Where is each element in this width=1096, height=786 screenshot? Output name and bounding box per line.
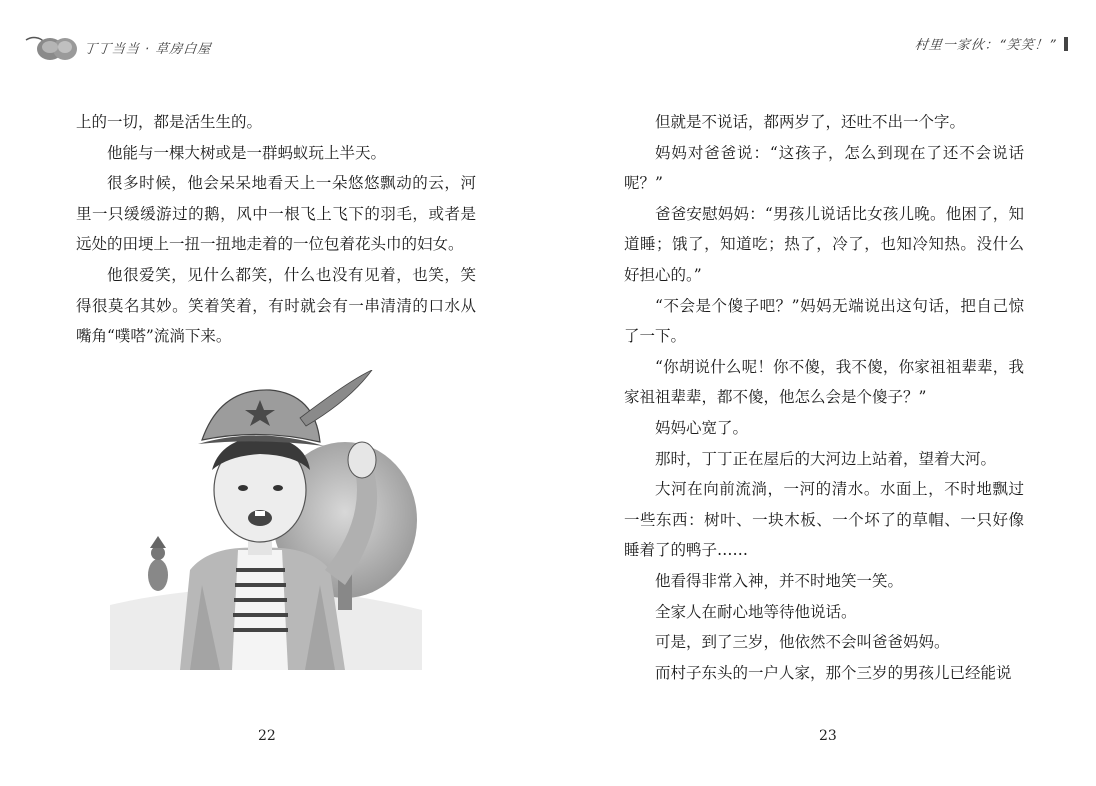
paragraph: 他很爱笑，见什么都笑，什么也没有见着，也笑，笑得很莫名其妙。笑着笑着，有时就会有一串清清的口水从嘴角“噗嗒”流淌下来。 — [76, 265, 476, 346]
paragraph: 妈妈心宽了。 — [655, 418, 749, 437]
right-page — [548, 0, 1096, 786]
paragraph: 但就是不说话，都两岁了，还吐不出一个字。 — [655, 113, 966, 131]
paragraph: 他看得非常入神，并不时地笑一笑。 — [655, 571, 904, 590]
gourd-logo-icon — [22, 30, 80, 64]
paragraph: 可是，到了三岁，他依然不会叫爸爸妈妈。 — [655, 633, 950, 652]
header-bar-mark — [1064, 37, 1068, 51]
paragraph: 那时，丁丁正在屋后的大河边上站着，望着大河。 — [655, 449, 997, 468]
paragraph: 他能与一棵大树或是一群蚂蚁玩上半天。 — [107, 143, 387, 162]
page-number: 22 — [258, 728, 276, 744]
paragraph: 上的一切，都是活生生的。 — [76, 113, 263, 131]
left-body-text — [76, 107, 476, 352]
paragraph: 而村子东头的一户人家，那个三岁的男孩儿已经能说 — [655, 663, 1012, 682]
running-header-left — [22, 30, 211, 64]
paragraph: 妈妈对爸爸说：“这孩子，怎么到现在了还不会说话呢？” — [624, 143, 1024, 193]
page-number: 23 — [819, 728, 837, 744]
paragraph: “你胡说什么呢！你不傻，我不傻，你家祖祖辈辈，我家祖祖辈辈，都不傻，他怎么会是个傻子？” — [624, 357, 1024, 407]
paragraph: 全家人在耐心地等待他说话。 — [655, 602, 857, 621]
paragraph: 很多时候，他会呆呆地看天上一朵悠悠飘动的云，河里一只缓缓游过的鹅，风中一根飞上飞下的羽毛，或者是远处的田埂上一扭一扭地走着的一位包着花头巾的妇女。 — [76, 174, 476, 254]
paragraph: 爸爸安慰妈妈：“男孩儿说话比女孩儿晚。他困了，知道睡；饿了，知道吃；热了，冷了，也知冷知热。没什么好担心的。” — [624, 204, 1024, 284]
series-title: 丁丁当当 · 草房白屋 — [83, 41, 212, 57]
right-body-text — [624, 107, 1024, 688]
running-header-right — [915, 34, 1068, 53]
paragraph: “不会是个傻子吧？”妈妈无端说出这句话，把自己惊了一下。 — [624, 296, 1024, 346]
boy-illustration — [110, 370, 422, 670]
chapter-title: 村里一家伙：“笑笑！” — [913, 38, 1057, 53]
paragraph: 大河在向前流淌，一河的清水。水面上，不时地飘过一些东西：树叶、一块木板、一个坏了的草帽、一只好像睡着了的鸭子…… — [624, 480, 1024, 560]
